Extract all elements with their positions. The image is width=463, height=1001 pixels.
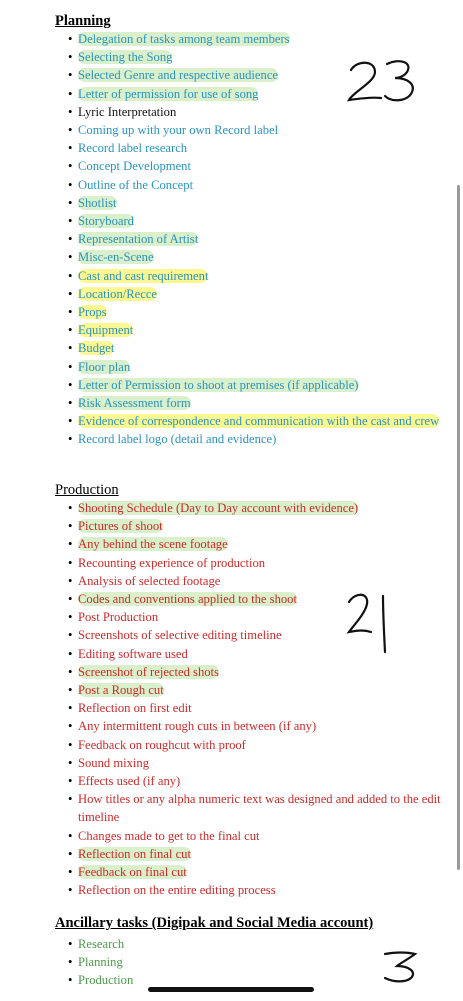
list-item-text: Letter of permission for use of song	[78, 86, 259, 101]
list-item	[55, 30, 439, 48]
list-item	[55, 953, 373, 971]
list-item-text: Analysis of selected footage	[78, 573, 221, 588]
list-item-text: Any behind the scene footage	[78, 537, 228, 552]
list-item	[55, 790, 463, 826]
production-heading: Production	[55, 482, 119, 498]
list-item-text: Feedback on roughcut with proof	[78, 737, 246, 752]
list-item-text: Any intermittent rough cuts in between (if any)	[78, 719, 317, 734]
list-item-text: Concept Development	[78, 159, 191, 174]
scrollbar[interactable]	[457, 185, 460, 870]
list-item	[55, 681, 463, 699]
list-item	[55, 863, 463, 881]
list-item-text: Letter of Permission to shoot at premises (if applicable)	[78, 377, 359, 392]
list-item-text: Planning	[78, 955, 123, 970]
list-item	[55, 717, 463, 735]
handwritten-count-production	[345, 592, 395, 654]
list-item-text: Reflection on the entire editing process	[78, 883, 276, 898]
list-item-text: Post Production	[78, 610, 159, 625]
list-item	[55, 881, 463, 899]
list-item	[55, 554, 463, 572]
list-item-text: Sound mixing	[78, 755, 150, 770]
ancillary-heading: Ancillary tasks (Digipak and Social Media account)	[55, 915, 374, 931]
list-item-text: Feedback on final cut	[78, 865, 187, 880]
list-item-text: Production	[78, 973, 134, 988]
list-item	[55, 772, 463, 790]
list-item-text: Shotlist	[78, 195, 117, 210]
ancillary-section	[55, 914, 373, 990]
list-item	[55, 412, 439, 430]
list-item	[55, 176, 439, 194]
list-item-text: Coming up with your own Record label	[78, 123, 279, 138]
list-item	[55, 139, 439, 157]
list-item	[55, 626, 463, 644]
list-item-text: Selecting the Song	[78, 50, 173, 65]
list-item	[55, 303, 439, 321]
list-item-text: Cast and cast requirement	[78, 268, 209, 283]
list-item	[55, 608, 463, 626]
list-item	[55, 230, 439, 248]
list-item-text: Storyboard	[78, 214, 134, 229]
list-item-text: Selected Genre and respective audience	[78, 68, 278, 83]
list-item-text: Floor plan	[78, 359, 131, 374]
list-item-text: Props	[78, 305, 107, 320]
list-item	[55, 394, 439, 412]
list-item	[55, 339, 439, 357]
list-item	[55, 430, 439, 448]
list-item	[55, 572, 463, 590]
production-section	[55, 481, 463, 899]
list-item	[55, 358, 439, 376]
list-item	[55, 267, 439, 285]
list-item-text: Equipment	[78, 323, 134, 338]
list-item-text: Record label logo (detail and evidence)	[78, 432, 277, 447]
list-item-text: Delegation of tasks among team members	[78, 32, 290, 46]
list-item	[55, 935, 373, 953]
production-list	[55, 499, 463, 899]
handwritten-23-mark	[345, 56, 421, 106]
list-item-text: Reflection on final cut	[78, 846, 191, 861]
list-item	[55, 845, 463, 863]
list-item	[55, 194, 439, 212]
list-item	[55, 699, 463, 717]
list-item	[55, 376, 439, 394]
list-item-text: Lyric Interpretation	[78, 104, 177, 119]
list-item	[55, 321, 439, 339]
list-item-text: Misc-en-Scene	[78, 250, 154, 265]
list-item-text: Evidence of correspondence and communication with the cast and crew	[78, 414, 440, 429]
list-item	[55, 590, 463, 608]
list-item-text: Research	[78, 937, 125, 951]
list-item-text: Risk Assessment form	[78, 396, 191, 411]
list-item	[55, 827, 463, 845]
list-item-text: Pictures of shoot	[78, 519, 163, 534]
handwritten-count-planning	[345, 56, 421, 106]
handwritten-3-mark	[381, 950, 421, 984]
list-item-text: Location/Recce	[78, 286, 158, 301]
list-item	[55, 517, 463, 535]
list-item-text: Codes and conventions applied to the shoot	[78, 592, 297, 607]
list-item-text: Shooting Schedule (Day to Day account with evidence)	[78, 501, 359, 515]
list-item-text: Recounting experience of production	[78, 555, 266, 570]
list-item	[55, 645, 463, 663]
list-item	[55, 248, 439, 266]
planning-heading: Planning	[55, 13, 111, 29]
list-item-text: Reflection on first edit	[78, 701, 192, 716]
list-item	[55, 499, 463, 517]
list-item-text: Outline of the Concept	[78, 177, 194, 192]
list-item-text: Representation of Artist	[78, 232, 199, 247]
list-item	[55, 663, 463, 681]
list-item-text: Budget	[78, 341, 115, 356]
list-item-text: Screenshot of rejected shots	[78, 664, 219, 679]
list-item	[55, 736, 463, 754]
list-item-text: Effects used (if any)	[78, 774, 181, 789]
list-item-text: Post a Rough cut	[78, 683, 164, 698]
list-item-text: How titles or any alpha numeric text was designed and added to the edit timeline	[78, 792, 441, 825]
list-item	[55, 157, 439, 175]
list-item-text: Screenshots of selective editing timeline	[78, 628, 282, 643]
list-item-text: Changes made to get to the final cut	[78, 828, 260, 843]
list-item-text: Editing software used	[78, 646, 188, 661]
list-item	[55, 121, 439, 139]
home-indicator[interactable]	[148, 987, 314, 992]
ancillary-list	[55, 935, 373, 990]
list-item	[55, 535, 463, 553]
list-item	[55, 212, 439, 230]
handwritten-count-ancillary	[381, 950, 421, 984]
list-item	[55, 285, 439, 303]
list-item	[55, 754, 463, 772]
handwritten-21-mark	[345, 592, 395, 654]
list-item-text: Record label research	[78, 141, 188, 156]
